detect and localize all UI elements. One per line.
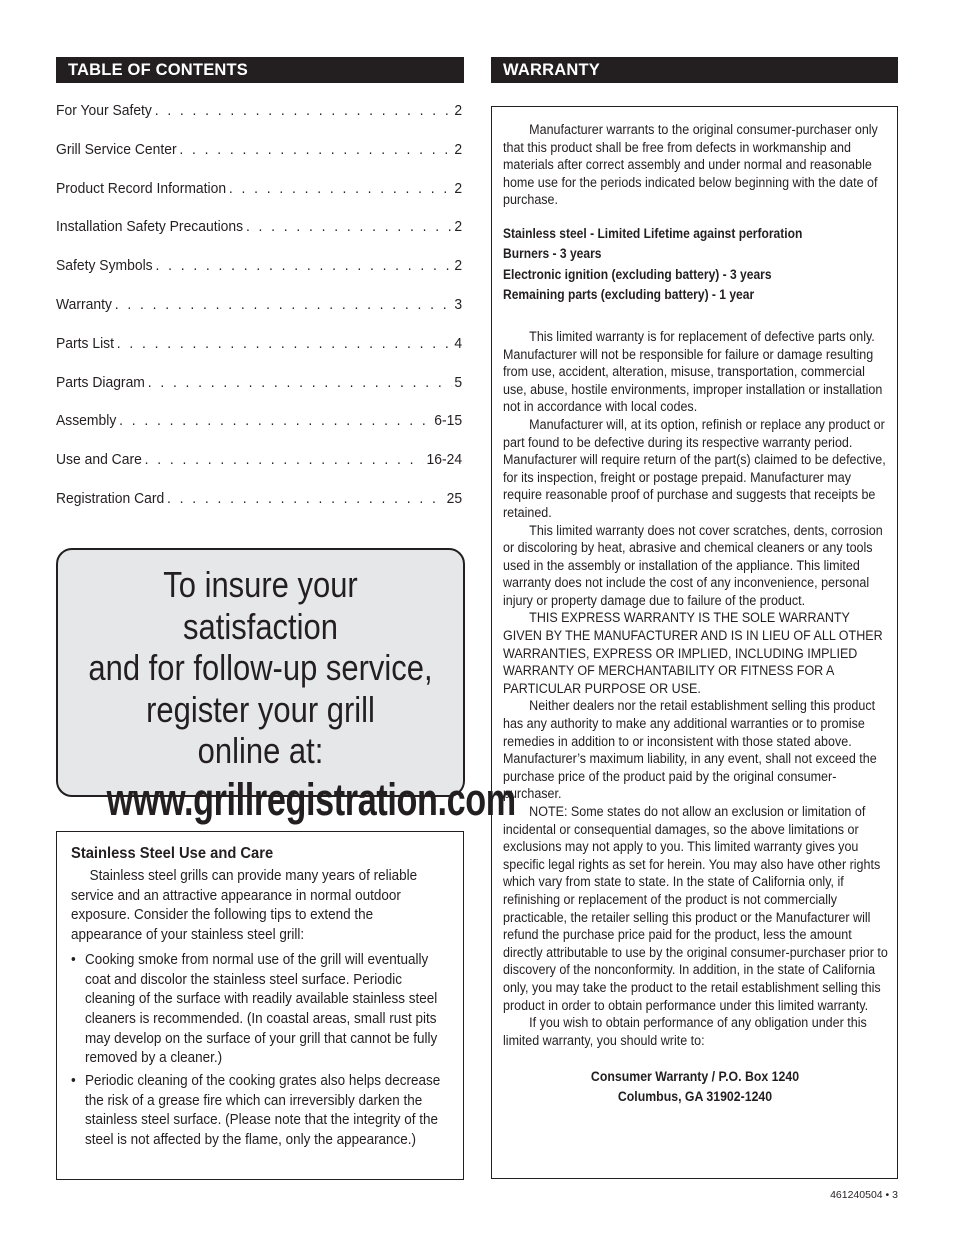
toc-item-title: Product Record Information bbox=[56, 180, 227, 197]
toc-item[interactable] bbox=[56, 452, 462, 491]
stainless-steel-care-tips bbox=[71, 951, 449, 1151]
toc-item[interactable] bbox=[56, 413, 462, 452]
toc-item-page: 2 bbox=[454, 103, 463, 119]
toc-leader-dots bbox=[119, 413, 431, 429]
warranty-paragraph: This limited warranty is for replacement of defective parts only. Manufacturer will not be responsible for failure or damage resulting from use, accident, alteration, misuse, transportation, commercial use, abuse, hostile environments, improper installation or installation not in accordance with local codes. bbox=[503, 328, 883, 415]
warranty-address-line: Columbus, GA 31902-1240 bbox=[617, 1089, 773, 1105]
warranty-coverage-item: Stainless steel - Limited Lifetime against perforation bbox=[503, 225, 803, 241]
toc-item-title: Parts Diagram bbox=[56, 374, 145, 391]
toc-item-title: Assembly bbox=[56, 413, 117, 430]
toc-item-page: 16-24 bbox=[426, 452, 463, 469]
toc-item-page: 4 bbox=[454, 335, 463, 352]
toc-item-title: Safety Symbols bbox=[56, 258, 153, 275]
toc-leader-dots bbox=[246, 219, 452, 235]
toc-leader-dots bbox=[148, 375, 452, 391]
toc-leader-dots bbox=[145, 452, 424, 468]
toc-leader-dots bbox=[117, 336, 452, 352]
toc-list bbox=[56, 103, 462, 530]
warranty-paragraph: This limited warranty does not cover scratches, dents, corrosion or discoloring by heat, abrasive and chemical cleaners or any tools used in the assembly or installation of the appliance. This limited warranty does not include the cost of any inconvenience, personal injury or property damage due to failure of the product. bbox=[503, 522, 883, 608]
warranty-coverage-item: Electronic ignition (excluding battery) - 3 years bbox=[503, 266, 772, 282]
toc-item[interactable] bbox=[56, 142, 462, 181]
warranty-paragraph: NOTE: Some states do not allow an exclusion or limitation of incidental or consequential damages, so the above limitations or exclusions may not apply to you. This limited warranty gives you specific legal rights as set for herein. You may also have other rights which vary from state to state. In the state of California only, if refinishing or replacement of the product is not commercially practicable, the retailer selling this product or the Manufacturer will refund the purchase price paid for the product, less the amount directly attributable to use by the original consumer-purchaser prior to discovery of the nonconformity. In addition, in the state of California only, you may take the product to the retail establishment selling this product in order to obtain performance under this limited warranty. bbox=[503, 804, 888, 1013]
toc-item-title: Installation Safety Precautions bbox=[56, 219, 244, 236]
care-tip-item: • Periodic cleaning of the cooking grates also helps decrease the risk of a grease fire which can irreversibly darken the stainless steel surface. (Please note that the integrity of the steel is not affected by the flame, only the appearance.) bbox=[71, 1072, 452, 1151]
warranty-coverage-item: Remaining parts (excluding battery) - 1 year bbox=[503, 287, 755, 303]
warranty-box bbox=[491, 106, 898, 1179]
toc-item-title: Use and Care bbox=[56, 452, 142, 469]
registration-url-link[interactable]: www.grillregistration.com bbox=[106, 773, 516, 825]
toc-leader-dots bbox=[115, 297, 452, 313]
toc-item-title: Grill Service Center bbox=[56, 141, 177, 158]
toc-item[interactable] bbox=[56, 375, 462, 414]
toc-item[interactable] bbox=[56, 336, 462, 375]
toc-item-title: Warranty bbox=[56, 296, 112, 313]
toc-item[interactable] bbox=[56, 297, 462, 336]
toc-item[interactable] bbox=[56, 258, 462, 297]
toc-item-page: 25 bbox=[446, 490, 463, 507]
toc-item-page: 2 bbox=[454, 258, 463, 275]
care-tip-item: • Cooking smoke from normal use of the grill will eventually coat and discolor the stainless steel surface. Periodic cleaning of the surface with readily available stainless steel cleaners is recommended. (In coastal areas, small rust pits may develop on the surface of your grill that cannot be fully removed by a cleaner.) bbox=[71, 951, 452, 1069]
page-footer: 461240504 • 3 bbox=[830, 1189, 898, 1201]
toc-item[interactable] bbox=[56, 103, 462, 142]
toc-item[interactable] bbox=[56, 491, 462, 530]
toc-item-page: 2 bbox=[454, 141, 463, 158]
stainless-steel-care-title: Stainless Steel Use and Care bbox=[71, 845, 274, 862]
toc-item-title: For Your Safety bbox=[56, 103, 152, 119]
toc-leader-dots bbox=[229, 181, 452, 197]
toc-item-title: Parts List bbox=[56, 335, 114, 352]
warranty-paragraph: Manufacturer will, at its option, refinish or replace any product or part found to be defective during its respective warranty period. Manufacturer will require return of the part(s) claimed to be defective, for its inspection, freight or postage prepaid. Manufacturer may require reasonable proof of purchase and suggests that receipts be retained. bbox=[503, 416, 886, 520]
warranty-header: WARRANTY bbox=[491, 57, 898, 83]
warranty-coverage-item: Burners - 3 years bbox=[503, 246, 602, 262]
toc-leader-dots bbox=[167, 491, 444, 507]
registration-callout bbox=[56, 548, 516, 825]
toc-item-page: 2 bbox=[454, 219, 463, 236]
warranty-paragraph: If you wish to obtain performance of any obligation under this limited warranty, you should write to: bbox=[503, 1015, 867, 1048]
stainless-steel-care-box bbox=[56, 831, 464, 1180]
toc-leader-dots bbox=[155, 258, 451, 274]
toc-item-page: 6-15 bbox=[434, 413, 463, 430]
toc-item[interactable] bbox=[56, 219, 462, 258]
warranty-intro: Manufacturer warrants to the original consumer-purchaser only that this product shall be free from defects in workmanship and materials after correct assembly and under normal and reasonable home use for the periods indicated below beginning with the date of purchase. bbox=[503, 122, 878, 208]
toc-leader-dots bbox=[179, 142, 451, 158]
toc-leader-dots bbox=[155, 103, 452, 119]
toc-item[interactable] bbox=[56, 181, 462, 220]
warranty-address bbox=[503, 1067, 887, 1107]
warranty-address-line: Consumer Warranty / P.O. Box 1240 bbox=[590, 1069, 800, 1085]
registration-message: To insure your satisfaction and for follow-up service, register your grill online at: bbox=[88, 564, 433, 771]
toc-item-title: Registration Card bbox=[56, 490, 165, 507]
warranty-paragraph: THIS EXPRESS WARRANTY IS THE SOLE WARRANTY GIVEN BY THE MANUFACTURER AND IS IN LIEU OF ALL OTHER WARRANTIES, EXPRESS OR IMPLIED, INCLUDING IMPLIED WARRANTY OF MERCHANTABILITY OR FITNESS FOR A PARTICULAR PURPOSE OR USE. bbox=[503, 610, 883, 696]
toc-header: TABLE OF CONTENTS bbox=[56, 57, 464, 83]
toc-item-page: 3 bbox=[454, 296, 463, 313]
stainless-steel-care-intro: Stainless steel grills can provide many years of reliable service and an attractive appearance in normal outdoor exposure. Consider the following tips to extend the appearance of your stainless steel grill: bbox=[71, 868, 418, 944]
warranty-paragraph: Neither dealers nor the retail establishment selling this product has any authority to make any additional warranties or to promise remedies in addition to or inconsistent with those stated above. Manufacturer’s maximum liability, in any event, shall not exceed the purchase price of the product paid by the original consumer-purchaser. bbox=[503, 698, 877, 802]
toc-item-page: 5 bbox=[454, 374, 463, 391]
toc-item-page: 2 bbox=[454, 180, 463, 197]
warranty-coverage-list bbox=[503, 224, 887, 306]
